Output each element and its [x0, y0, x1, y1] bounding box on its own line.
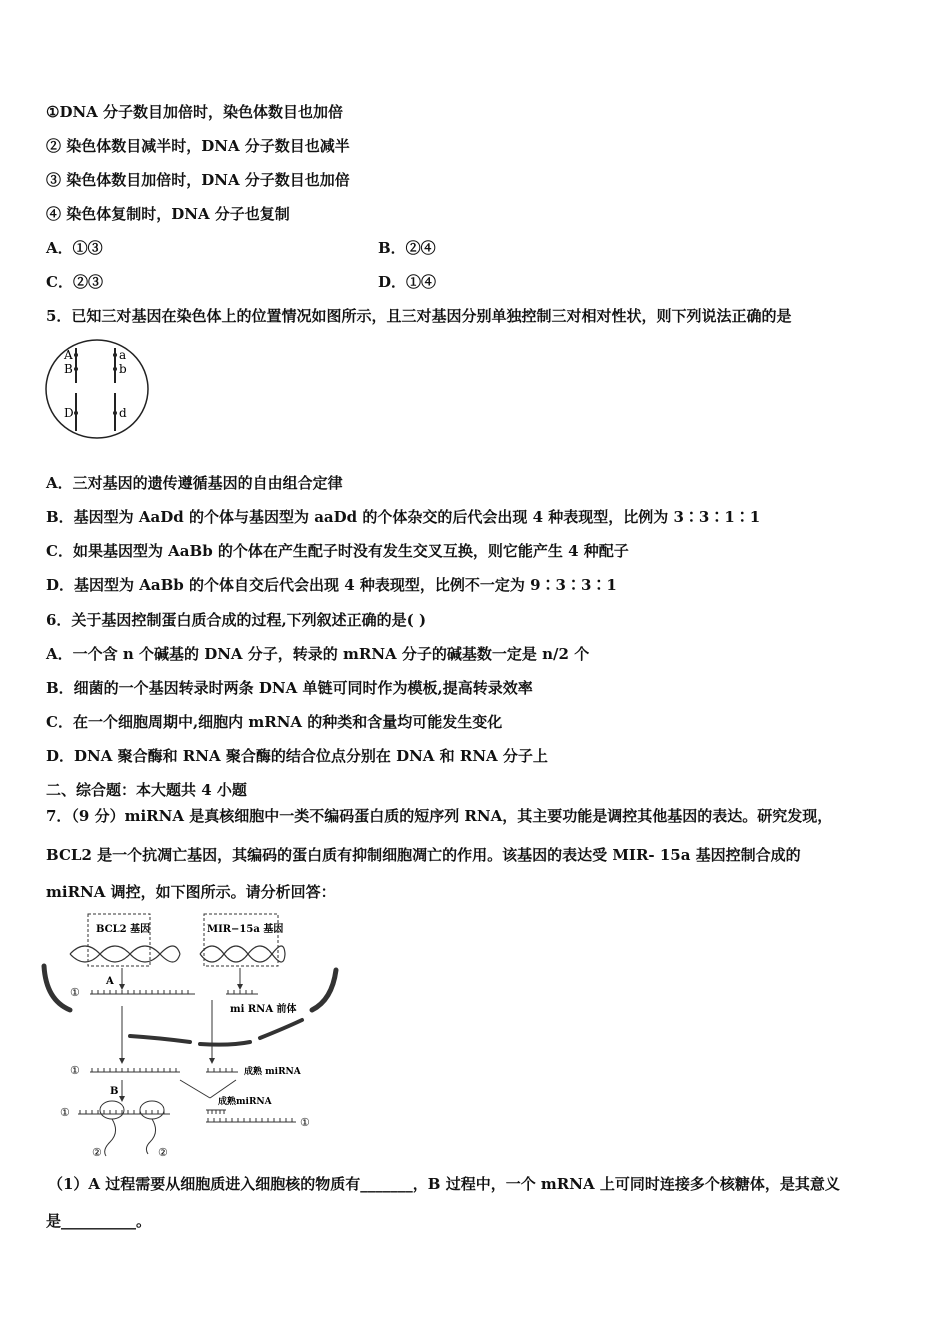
q4-option-d: D．①④ [378, 273, 437, 291]
chromosome-figure [44, 338, 152, 440]
section-heading: 二、综合题：本大题共 4 小题 [46, 781, 247, 799]
marker-circle-1c: ① [60, 1106, 70, 1119]
gene-label-b: b [119, 362, 127, 376]
mature-mirna-label-2: 成熟miRNA [218, 1097, 272, 1107]
q7-line-1: 7．（9 分）miRNA 是真核细胞中一类不编码蛋白质的短序列 RNA，其主要功能是调控其他基因的表达。研究发现， [46, 807, 833, 825]
statement-2: ② 染色体数目减半时，DNA 分子数目也减半 [46, 137, 350, 155]
q5-option-b: B．基因型为 AaDd 的个体与基因型为 aaDd 的个体杂交的后代会出现 4 种表现型，比例为 3∶3∶1∶1 [46, 508, 761, 526]
gene-label-D: D [64, 406, 74, 420]
q7-sub1-line-2: 是__________。 [46, 1212, 152, 1230]
marker-circle-1b: ① [70, 1064, 80, 1077]
gene-label-d: d [119, 406, 127, 420]
mir-gene-label: MIR−15a 基因 [207, 924, 284, 935]
q6-option-a: A．一个含 n 个碱基的 DNA 分子，转录的 mRNA 分子的碱基数一定是 n/2 个 [46, 645, 590, 663]
marker-circle-2a: ② [92, 1146, 102, 1159]
q7-line-3: miRNA 调控，如下图所示。请分析回答： [46, 883, 336, 901]
bcl2-gene-label: BCL2 基因 [96, 924, 151, 935]
gene-expression-figure [40, 910, 340, 1160]
q6-option-b: B．细菌的一个基因转录时两条 DNA 单链可同时作为模板,提高转录效率 [46, 679, 533, 697]
gene-label-a: a [119, 348, 127, 362]
precursor-label: mi RNA 前体 [230, 1004, 297, 1015]
statement-1: ①DNA 分子数目加倍时，染色体数目也加倍 [46, 103, 344, 121]
process-a-label: A [106, 976, 114, 987]
q6-stem: 6．关于基因控制蛋白质合成的过程,下列叙述正确的是( ) [46, 611, 427, 629]
q4-option-b: B．②④ [378, 239, 436, 257]
q6-option-c: C．在一个细胞周期中,细胞内 mRNA 的种类和含量均可能发生变化 [46, 713, 503, 731]
q5-option-d: D．基因型为 AaBb 的个体自交后代会出现 4 种表现型，比例不一定为 9∶3∶3∶1 [46, 576, 617, 594]
mature-mirna-label-1: 成熟 miRNA [244, 1067, 301, 1077]
q6-option-d: D．DNA 聚合酶和 RNA 聚合酶的结合位点分别在 DNA 和 RNA 分子上 [46, 747, 548, 765]
statement-3: ③ 染色体数目加倍时，DNA 分子数目也加倍 [46, 171, 350, 189]
statement-4: ④ 染色体复制时，DNA 分子也复制 [46, 205, 290, 223]
process-b-label: B [110, 1086, 119, 1097]
q4-option-c: C．②③ [46, 273, 103, 291]
marker-circle-2b: ② [158, 1146, 168, 1159]
marker-circle-1d: ① [300, 1116, 310, 1129]
gene-label-A: A [64, 348, 73, 362]
q5-option-a: A．三对基因的遗传遵循基因的自由组合定律 [46, 474, 343, 492]
marker-circle-1a: ① [70, 986, 80, 999]
q7-line-2: BCL2 是一个抗凋亡基因，其编码的蛋白质有抑制细胞凋亡的作用。该基因的表达受 MIR- 15a 基因控制合成的 [46, 846, 801, 864]
q5-option-c: C．如果基因型为 AaBb 的个体在产生配子时没有发生交叉互换，则它能产生 4 种配子 [46, 542, 629, 560]
gene-label-B: B [64, 362, 73, 376]
q4-option-a: A．①③ [46, 239, 103, 257]
q7-sub1-line-1: （1）A 过程需要从细胞质进入细胞核的物质有_______，B 过程中，一个 mRNA 上可同时连接多个核糖体，是其意义 [48, 1175, 840, 1193]
q5-stem: 5．已知三对基因在染色体上的位置情况如图所示，且三对基因分别单独控制三对相对性状，则下列说法正确的是 [46, 307, 792, 325]
